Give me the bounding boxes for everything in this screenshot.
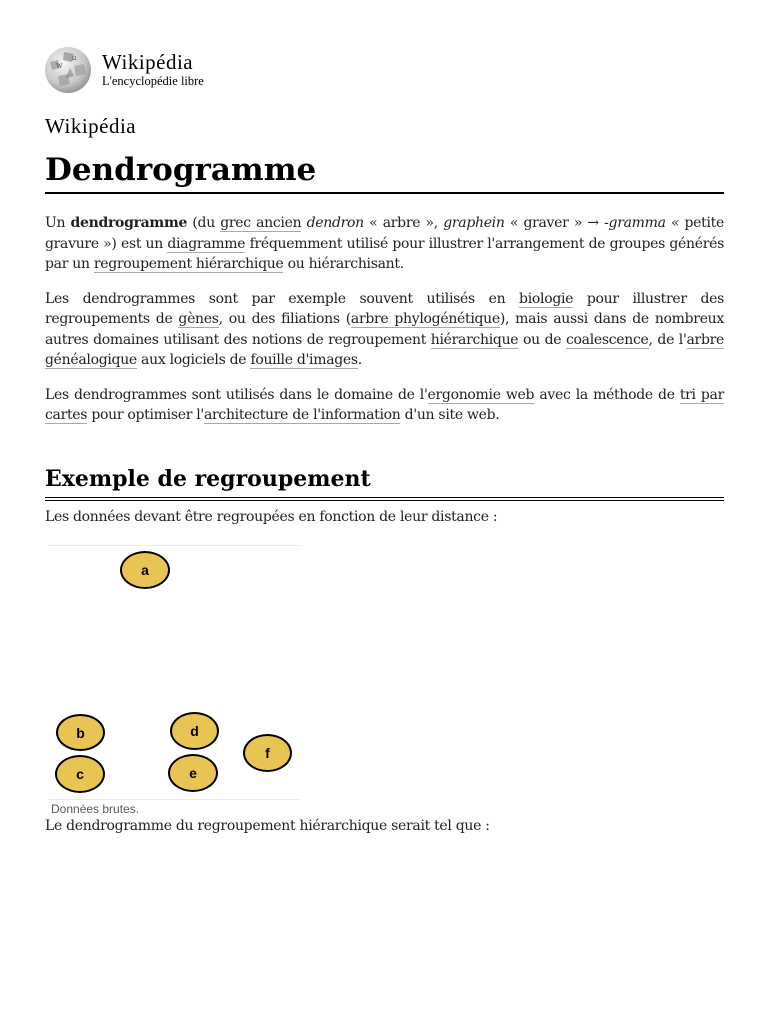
text-run: ), mais aussi dans de nombreux autres domaines utilisant des notions de regroupement (45, 311, 724, 348)
node-d: d (170, 712, 219, 750)
link-grec-ancien[interactable]: grec ancien (220, 215, 302, 231)
text-run: , de l' (648, 331, 687, 348)
page-title: Dendrogramme (45, 150, 724, 194)
raw-data-figure (48, 537, 303, 816)
text-run: ou de (518, 331, 566, 348)
svg-text:W: W (56, 62, 63, 70)
text-run: « petite gravure ») est un (45, 215, 724, 252)
text-run: Un (45, 215, 71, 231)
text-run: fréquemment utilisé pour illustrer l'arrangement de groupes générés par un (45, 235, 724, 272)
wikipedia-wordmark[interactable]: Wikipédia (102, 50, 194, 74)
section-intro: Les données devant être regroupées en fonction de leur distance : (45, 508, 498, 525)
article-content (45, 150, 724, 837)
text-run: pour illustrer des regroupements de (45, 290, 724, 327)
text-run: , ou des filiations ( (218, 311, 351, 327)
link-hierarchique[interactable]: hiérarchique (430, 331, 519, 348)
text-run: Les dendrogrammes sont par exemple souvent utilisés en (45, 290, 520, 307)
svg-text:Ω: Ω (72, 56, 77, 62)
link-ergonomie-web[interactable]: ergonomie web (427, 386, 535, 403)
link-tri-par-cartes[interactable]: tri par cartes (45, 386, 725, 423)
node-a: a (120, 551, 170, 589)
site-name: Wikipédia (45, 114, 137, 138)
link-fouille-images[interactable]: fouille d'images (250, 352, 358, 368)
text-run: (du (187, 215, 221, 231)
text-run: d'un site web. (400, 407, 500, 423)
link-diagramme[interactable]: diagramme (167, 235, 246, 252)
term-graphein: graphein (443, 215, 505, 231)
node-b: b (56, 714, 105, 751)
link-biologie[interactable]: biologie (519, 290, 574, 307)
usage-paragraph (45, 289, 724, 371)
node-e: e (168, 754, 218, 792)
term-dendron: dendron (306, 215, 364, 231)
text-run: aux logiciels de (136, 352, 251, 368)
intro-paragraph (45, 213, 724, 275)
link-coalescence[interactable]: coalescence (565, 331, 649, 348)
link-arbre-phylogenetique[interactable]: arbre phylogénétique (350, 311, 500, 327)
node-c: c (55, 755, 105, 793)
site-header (44, 44, 344, 96)
text-run: « graver » → (504, 215, 605, 231)
figure-caption: Données brutes. (51, 802, 140, 816)
section-heading: Exemple de regroupement (45, 464, 724, 501)
figure-top-border (48, 545, 300, 546)
term-gramma: -gramma (604, 215, 666, 231)
link-architecture-information[interactable]: architecture de l'information (203, 407, 401, 423)
link-arbre-genealogique[interactable]: arbre généalogique (45, 331, 724, 368)
text-run: . (357, 352, 362, 368)
link-genes[interactable]: gènes (178, 311, 219, 327)
node-f: f (243, 734, 292, 772)
text-run: Les dendrogrammes sont utilisés dans le domaine de l' (45, 386, 428, 403)
term-bold: dendrogramme (70, 215, 188, 231)
wikipedia-tagline: L'encyclopédie libre (102, 74, 204, 88)
text-run: avec la méthode de (534, 386, 680, 403)
text-run: ou hiérarchisant. (283, 256, 404, 272)
text-run: pour optimiser l' (87, 407, 204, 423)
link-regroupement-hierarchique[interactable]: regroupement hiérarchique (93, 256, 284, 272)
dendrogram-intro: Le dendrogramme du regroupement hiérarchique serait tel que : (45, 818, 490, 834)
text-run: « arbre », (363, 215, 444, 231)
figure-bottom-border (48, 799, 300, 800)
ergonomie-paragraph (45, 385, 724, 426)
wikipedia-globe-logo[interactable] (44, 46, 92, 94)
